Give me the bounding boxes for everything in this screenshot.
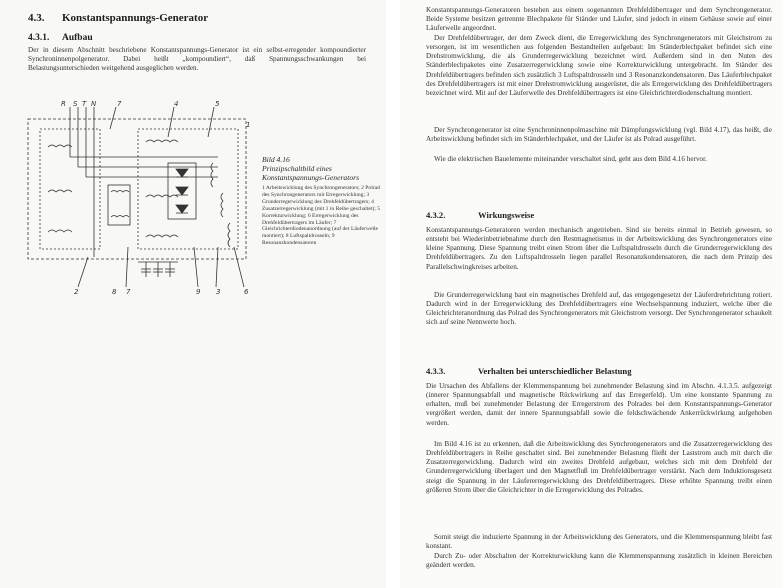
caption-title: Prinzipschaltbild eines Konstantspannungs-Generators <box>262 164 360 182</box>
caption-number: Bild 4.16 <box>262 155 290 164</box>
paragraph-7: Die Ursachen des Abfallens der Klemmenspannung bei zunehmender Belastung sind im Abschn. 4.1.3.5. aufgezeigt (innerer Spannungsabfall und magnetische Rückwirkung auf das Erregerfeld). Um eine konstante Spannung zu erhalten, muß bei zunehmender Belastung der Erregerstrom des Polrades bei dem Konstantspannungs-Generator vergrößert werden, damit der innere Spannungsabfall sowie die feldschwächende Ankerrückwirkung aufgehoben werden. <box>426 382 772 427</box>
paragraph-6: Die Grunderregerwicklung baut ein magnetisches Drehfeld auf, das entgegengesetzt der Läuferdrehrichtung rotiert. Dadurch wird in der Erregerwicklung des Drehfeldübertragers eine Wechselspannung induziert, welche über die Gleichrichteranordnung das Polrad des Synchrongenerators mit Gleichstrom versorgt. Der Synchrongenerator schaukelt sich auf seine Nennwerte hoch. <box>426 291 772 327</box>
page-gutter <box>386 0 400 588</box>
subsection-3-title: Verhalten bei unterschiedlicher Belastung <box>478 366 632 376</box>
figure-caption <box>262 155 382 247</box>
fig-label-7-top: 7 <box>117 100 122 108</box>
subsection-3-number: 4.3.3. <box>426 366 446 376</box>
subsection-2-number: 4.3.2. <box>426 210 446 220</box>
right-page <box>400 0 782 588</box>
paragraph-1: Konstantspannungs-Generatoren bestehen aus einem sogenannten Drehfeldübertrager und dem Synchrongenerator. Beide Systeme besitzen getrennte Blechpakete für Ständer und Läufer, sind jedoch in einem Gehäuse sowie auf einer Läuferwelle angeordnet. <box>426 6 772 33</box>
terminal-label-r: R <box>61 100 66 108</box>
paragraph-9: Somit steigt die induzierte Spannung in der Arbeitswicklung des Generators, und die Klemmenspannung bleibt fast konstant. <box>426 533 772 551</box>
terminal-label-n: N <box>91 100 97 108</box>
subsection-2-title: Wirkungsweise <box>478 210 535 220</box>
paragraph-8: Im Bild 4.16 ist zu erkennen, daß die Arbeitswicklung des Synchrongenerators und die Zusatzerregerwicklung des Drehfeldübertragers in Reihe geschaltet sind. Bei zunehmender Belastung fließt der Laststrom auch mit durch die Zusatzerregerwicklung. Dadurch wird ein zweites Drehfeld aufgebaut, welches sich mit dem Drehfeld der Grunderregerwicklung überlagert und den Magnetfluß im Drehfeldübertrager verstärkt. Nach dem Induktionsgesetz steigt die Spannung in der Läufererregerwicklung des Drehfeldübertragers. Diese erhöhte Spannung treibt einen größeren Strom über die Gleichrichter in die Erregerwicklung des Polrades. <box>426 440 772 494</box>
circuit-diagram <box>18 97 258 297</box>
fig-label-8-bottom: 8 <box>112 288 117 296</box>
section-title: Konstantspannungs-Generator <box>62 12 209 24</box>
fig-label-2: 2 <box>74 288 79 296</box>
fig-label-3: 3 <box>216 288 221 296</box>
paragraph-2: Der Drehfeldübertrager, der dem Zweck dient, die Erregerwicklung des Synchrongenerators mit Gleichstrom zu versorgen, ist im wesentlichen aus folgenden Bestandteilen aufgebaut: Im Ständerblechpaket befindet sich eine Drehstromwicklung, die als Grunderregerwicklung bezeichnet wird. Außerdem sind in den Nuten des Ständerblechpaketes eine Zusatzerregerwicklung sowie eine Korrekturwicklung untergebracht. Im Ständer des Drehfeldübertragers befinden sich zusätzlich 3 Luftspaltdrosseln und 3 Resonanzkondensatoren. Das Läuferblechpaket des Drehfeldübertragers ist mit einer Drehstromwicklung ausgerüstet, die als Erregerwicklung des Drehfeldübertragers bezeichnet wird. Mit auf der Läuferwelle des Drehfeldübertragers ist eine Gleichrichterdiodenschaltung montiert. <box>426 34 772 97</box>
subsection-title: Aufbau <box>62 33 93 43</box>
circuit-diagram-svg <box>18 97 258 297</box>
left-page <box>0 0 386 588</box>
fig-label-7-bottom: 7 <box>126 288 131 296</box>
fig-label-1: 1 <box>246 121 251 129</box>
fig-label-4: 4 <box>174 100 179 108</box>
terminal-label-s: S <box>73 100 78 108</box>
fig-label-5: 5 <box>215 100 220 108</box>
fig-label-9: 9 <box>196 288 201 296</box>
intro-paragraph: Der in diesem Abschnitt beschriebene Konstantspannungs-Generator ist ein selbst-erregender kompoundierter Synchroninnenpolgenerator. Dabei heißt „kompoundiert“, daß Spannungsschwankungen bei Belastungsunterschieden weitgehend ausgeglichen werden. <box>28 46 366 73</box>
paragraph-4: Wie die elektrischen Bauelemente miteinander verschaltet sind, geht aus dem Bild 4.16 hervor. <box>434 155 707 163</box>
terminal-label-t: T <box>82 100 87 108</box>
section-number: 4.3. <box>28 12 45 24</box>
caption-legend: 1 Arbeitswicklung des Synchrongenerators; 2 Polrad des Synchrongenerators mit Erregerwicklung; 3 Grunderregerwicklung des Drehfeldübertragers; 4 Zusatzerregerwicklung (mit 1 in Reihe geschaltet); 5 Korrekturwicklung; 6 Erregerwicklung des Drehfeldübertragers im Läufer; 7 Gleichrichterdiodenanordnung (auf der Läuferwelle montiert); 8 Luftspaltdrosseln; 9 Resonanzkondensatoren <box>262 185 381 247</box>
subsection-number: 4.3.1. <box>28 33 50 43</box>
fig-label-6: 6 <box>244 288 249 296</box>
housing-outline <box>28 119 246 259</box>
paragraph-3: Der Synchrongenerator ist eine Synchroninnenpolmaschine mit Dämpfungswicklung (vgl. Bild 4.17), das heißt, die Arbeitswicklung befindet sich im Ständerblechpaket, und der Läufer ist als Polrad ausgeführt. <box>426 126 772 144</box>
paragraph-10: Durch Zu- oder Abschalten der Korrekturwicklung kann die Klemmenspannung zusätzlich in kleinen Bereichen geändert werden. <box>426 552 772 570</box>
paragraph-5: Konstantspannungs-Generatoren werden mechanisch angetrieben. Sind sie bereits einmal in Betrieb gewesen, so entsteht bei Wiederinbetriebnahme durch den Restmagnetismus in der Arbeitswicklung des Synchrongenerators eine kleine Spannung. Diese Spannung treibt einen Strom über die Luftspaltdrosseln durch die Grunderregerwicklung des Drehfeldübertragers. Zu den Luftspaltdrosseln liegen parallel Resonanzkondensatoren, die nach dem Prinzip des Parallelschwingkreises arbeiten. <box>426 226 772 271</box>
